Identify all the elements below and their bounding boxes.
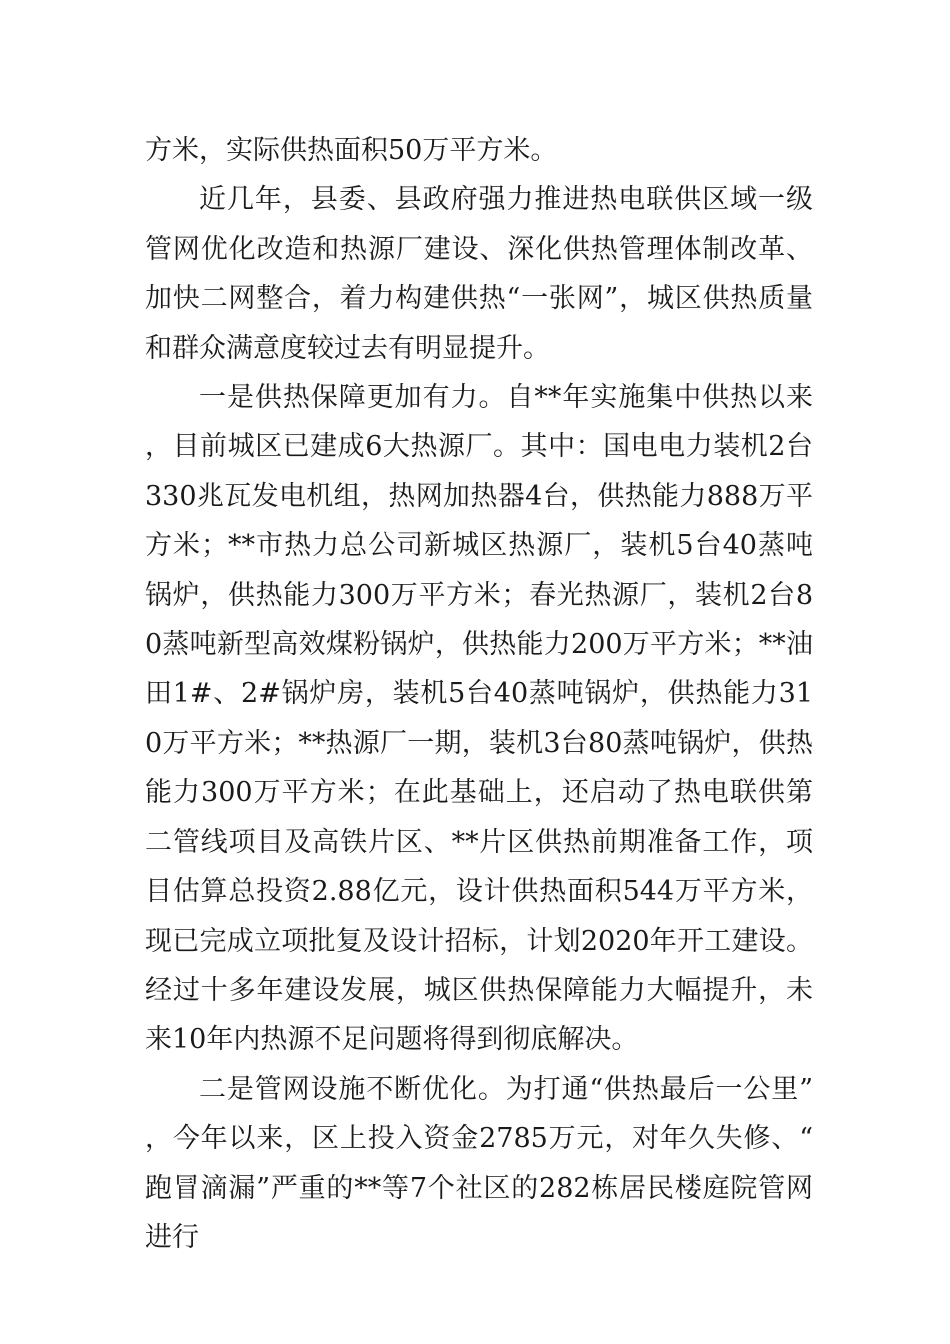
paragraph-pipe-network-optimization: 二是管网设施不断优化。为打通“供热最后一公里”，今年以来，区上投入资金2785万元，对年久失修、“跑冒滴漏”严重的**等7个社区的282栋居民楼庭院管网进行 — [145, 1073, 813, 1253]
paragraph-heat-supply-guarantee: 一是供热保障更加有力。自**年实施集中供热以来，目前城区已建成6大热源厂。其中：国电电力装机2台330兆瓦发电机组，热网加热器4台，供热能力888万平方米；**市热力总公司新城区热源厂，装机5台40蒸吨锅炉，供热能力300万平方米；春光热源厂，装机2台80蒸吨新型高效煤粉锅炉，供热能力200万平方米；**油田1#、2#锅炉房，装机5台40蒸吨锅炉，供热能力310万平方米；**热源厂一期，装机3台80蒸吨锅炉，供热能力300万平方米；在此基础上，还启动了热电联供第二管线项目及高铁片区、**片区供热前期准备工作，项目估算总投资2.88亿元，设计供热面积544万平方米，现已完成立项批复及设计招标，计划2020年开工建设。经过十多年建设发展，城区供热保障能力大幅提升，未来10年内热源不足问题将得到彻底解决。 — [145, 382, 813, 1056]
document-body — [145, 126, 813, 1262]
paragraph-continuation: 方米，实际供热面积50万平方米。 — [145, 135, 558, 166]
paragraph-overview: 近几年，县委、县政府强力推进热电联供区域一级管网优化改造和热源厂建设、深化供热管理体制改革、加快二网整合，着力构建供热“一张网”，城区供热质量和群众满意度较过去有明显提升。 — [145, 184, 813, 364]
